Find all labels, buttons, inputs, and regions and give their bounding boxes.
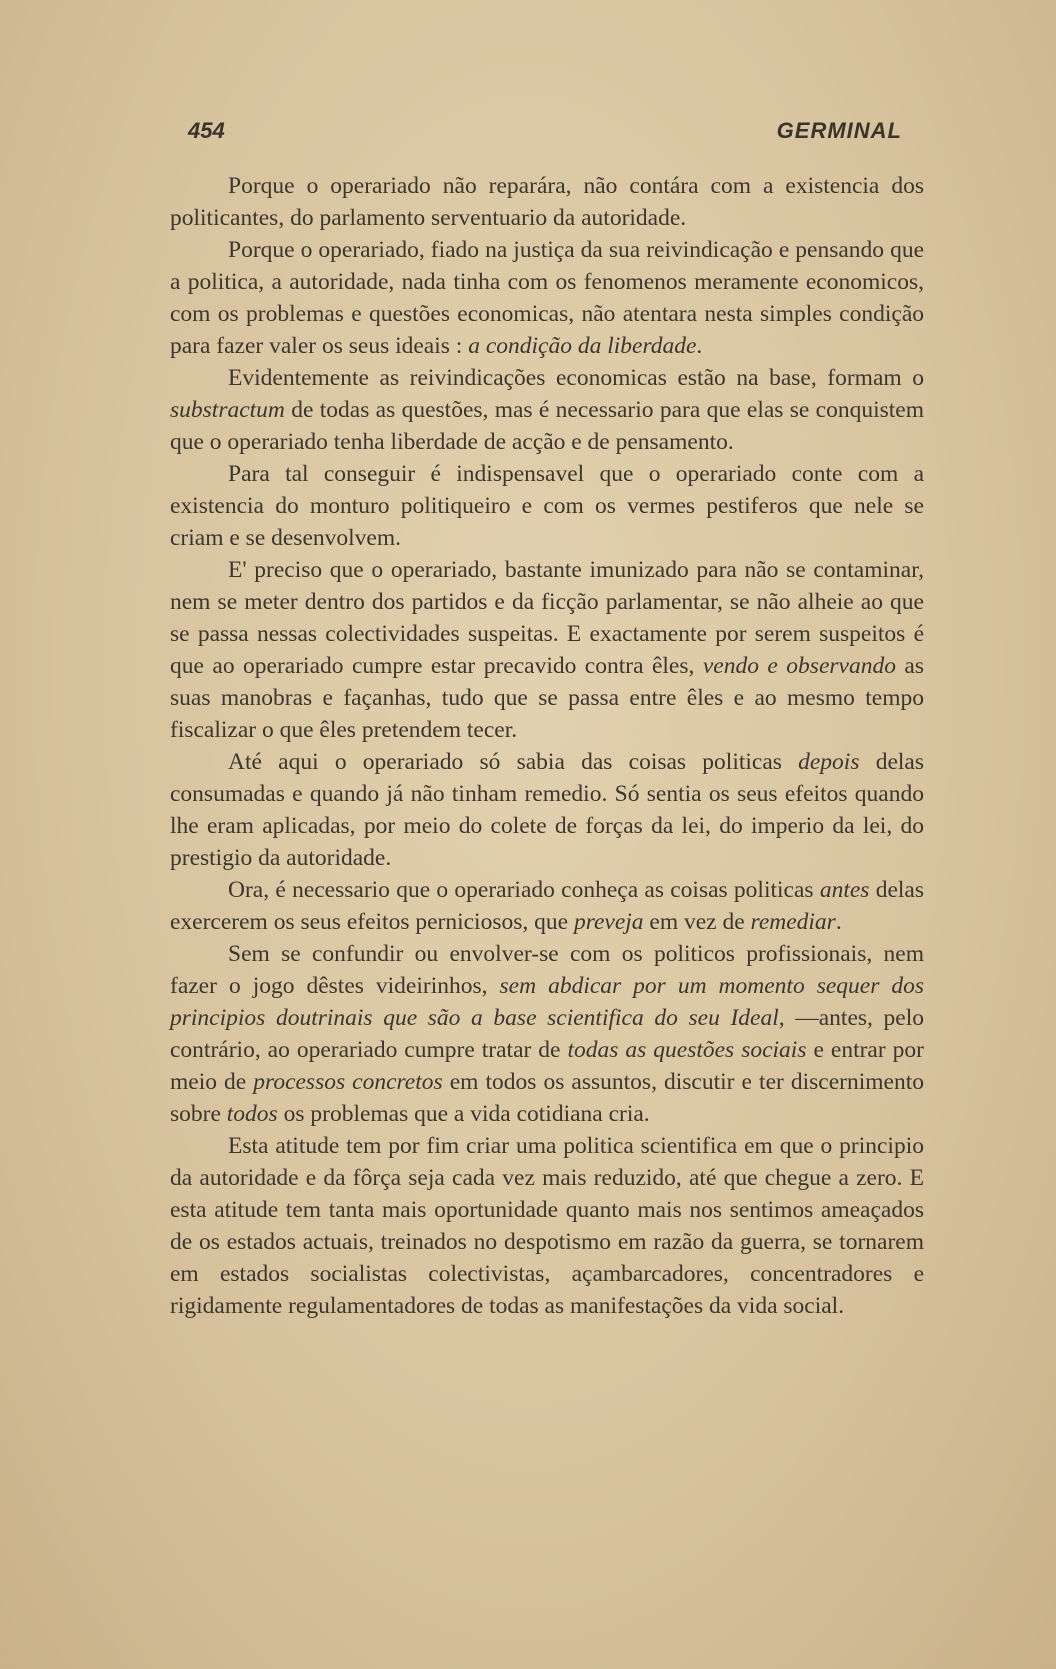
italic-text: substractum [170,397,285,423]
text-run: em todos os assuntos, discutir e ter discernimento sobre [170,1069,925,1127]
italic-text: antes [819,877,870,903]
text-run: Evidentemente as reivindicações economicas estão na base, formam o [228,365,924,391]
text-run: e entrar por meio de [170,1037,924,1095]
italic-text: vendo e observando [702,653,896,679]
paragraph [170,874,924,938]
text-run: Até aqui o operariado só sabia das coisas politicas [228,749,799,775]
paragraph [170,746,924,874]
text-run: Sem se confundir ou envolver-se com os politicos profissionais, nem fazer o jogo dêstes videirinhos, [170,941,924,999]
running-title: GERMINAL [776,118,902,143]
text-run: , —antes, pelo contrário, ao operariado cumpre tratar de [170,1005,924,1063]
text-run: Porque o operariado não reparára, não contára com a existencia dos politicantes, do parlamento serventuario da autoridade. [170,173,924,231]
italic-text: remediar [750,909,836,935]
italic-text: todas as questões sociais [567,1037,807,1063]
italic-text: sem abdicar por um momento sequer dos principios doutrinais que são a base scientifica do seu Ideal [170,973,925,1031]
text-run: Esta atitude tem por fim criar uma politica scientifica em que o principio da autoridade e da fôrça seja cada vez mais reduzido, até que chegue a zero. E esta atitude tem tanta mais oportunidade quanto mais nos sentimos ameaçados de os estados actuais, treinados no despotismo em razão da guerra, se tornarem em estados socialistas colectivistas, açambarcadores, concentradores e rigidamente regulamentadores de todas as manifestações da vida social. [170,1133,924,1319]
text-run: em vez de [643,909,751,935]
body-text [170,170,924,1322]
paragraph [170,362,924,458]
paragraph [170,458,924,554]
text-run: delas exercerem os seus efeitos perniciosos, que [170,877,924,935]
text-run: . [696,333,703,359]
paragraph [170,554,924,746]
paragraph [170,234,924,362]
page-number: 454 [188,118,225,143]
text-run: Para tal conseguir é indispensavel que o operariado conte com a existencia do monturo politiqueiro e com os vermes pestiferos que nele se criam e se desenvolvem. [170,461,924,551]
text-run: delas consumadas e quando já não tinham remedio. Só sentia os seus efeitos quando lhe eram aplicadas, por meio do colete de forças da lei, do imperio da lei, do prestigio da autoridade. [170,749,924,871]
text-run: . [835,909,842,935]
text-run: Ora, é necessario que o operariado conheça as coisas politicas [228,877,820,903]
text-run: de todas as questões, mas é necessario para que elas se conquistem que o operariado tenha liberdade de acção e de pensamento. [170,397,924,455]
text-run: as suas manobras e façanhas, tudo que se passa entre êles e ao mesmo tempo fiscalizar o que êles pretendem tecer. [170,653,924,743]
text-run: E' preciso que o operariado, bastante imunizado para não se contaminar, nem se meter dentro dos partidos e da ficção parlamentar, se não alheie ao que se passa nessas colectividades suspeitas. E exactamente por serem suspeitos é que ao operariado cumpre estar precavido contra êles, [170,557,924,679]
italic-text: processos concretos [253,1069,443,1095]
italic-text: preveja [573,909,644,935]
page-header [188,118,902,150]
text-run: Porque o operariado, fiado na justiça da sua reivindicação e pensando que a politica, a autoridade, nada tinha com os fenomenos meramente economicos, com os problemas e questões economicas, não atentara nesta simples condição para fazer valer os seus ideais : [170,237,924,359]
text-run: os problemas que a vida cotidiana cria. [277,1101,650,1127]
paragraph [170,1130,924,1322]
paragraph [170,938,924,1130]
paragraph [170,170,924,234]
italic-text: depois [798,749,860,775]
italic-text: todos [226,1101,278,1127]
italic-text: a condição da liberdade [468,333,697,359]
